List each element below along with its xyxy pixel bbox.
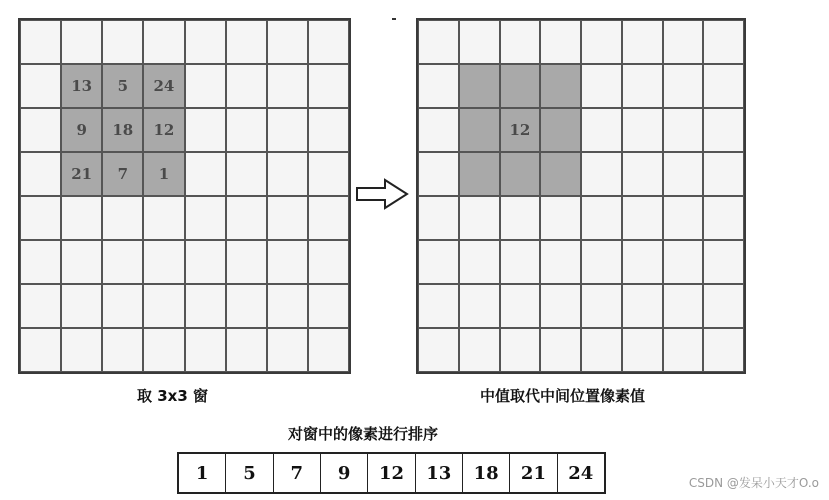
right_grid-cell	[663, 108, 704, 152]
left_grid-window-cell: 13	[61, 64, 102, 108]
right_grid-cell	[663, 284, 704, 328]
left_grid-cell	[61, 196, 102, 240]
right_grid-cell	[581, 64, 622, 108]
right_grid-cell	[703, 240, 744, 284]
right_grid-cell	[500, 196, 541, 240]
left_grid-cell	[226, 152, 267, 196]
sorted-value-box: 18	[463, 454, 510, 492]
left_grid-cell	[185, 240, 226, 284]
right_grid-window-cell	[500, 64, 541, 108]
right_grid-window-cell	[459, 108, 500, 152]
sorted-pixel-row	[177, 452, 606, 494]
result-pixel-grid	[416, 18, 746, 374]
left_grid-cell	[20, 240, 61, 284]
right_grid-cell	[459, 196, 500, 240]
right_grid-cell	[703, 152, 744, 196]
right_grid-cell	[418, 240, 459, 284]
left_grid-window-cell: 12	[143, 108, 184, 152]
right_grid-window-cell	[459, 64, 500, 108]
left_grid-cell	[185, 284, 226, 328]
left_grid-cell	[61, 284, 102, 328]
left_grid-cell	[226, 64, 267, 108]
left_grid-cell	[267, 328, 308, 372]
left_grid-cell	[143, 196, 184, 240]
left_grid-cell	[102, 196, 143, 240]
right_grid-cell	[418, 196, 459, 240]
left_grid-window-cell: 9	[61, 108, 102, 152]
sorted-value-box: 7	[274, 454, 321, 492]
left_grid-window-cell: 1	[143, 152, 184, 196]
right_grid-cell	[500, 240, 541, 284]
right_grid-cell	[459, 284, 500, 328]
right_grid-cell	[500, 284, 541, 328]
right_grid-cell	[581, 284, 622, 328]
stray-mark	[392, 18, 396, 20]
left-grid-caption: 取 3x3 窗	[137, 387, 208, 405]
right_grid-cell	[703, 20, 744, 64]
right_grid-cell	[418, 108, 459, 152]
right_grid-cell	[459, 328, 500, 372]
right_grid-cell	[622, 196, 663, 240]
left_grid-cell	[308, 240, 349, 284]
right_grid-cell	[540, 20, 581, 64]
right_grid-cell	[418, 284, 459, 328]
left_grid-cell	[267, 152, 308, 196]
original-pixel-grid	[18, 18, 351, 374]
left_grid-cell	[308, 20, 349, 64]
left_grid-cell	[143, 284, 184, 328]
left_grid-cell	[226, 328, 267, 372]
watermark-text: CSDN @发呆小天才O.o	[688, 476, 819, 490]
left_grid-cell	[267, 284, 308, 328]
sorted-value-box: 9	[321, 454, 368, 492]
right_grid-cell	[622, 152, 663, 196]
right_grid-cell	[418, 152, 459, 196]
left_grid-cell	[185, 64, 226, 108]
left_grid-cell	[185, 328, 226, 372]
left_grid-window-cell: 18	[102, 108, 143, 152]
left_grid-cell	[185, 152, 226, 196]
right_grid-cell	[500, 20, 541, 64]
left_grid-cell	[226, 240, 267, 284]
left_grid-cell	[20, 20, 61, 64]
left_grid-cell	[20, 64, 61, 108]
left_grid-cell	[308, 196, 349, 240]
right_grid-cell	[663, 328, 704, 372]
right_grid-window-cell	[500, 152, 541, 196]
right_grid-cell	[663, 20, 704, 64]
right_grid-cell	[703, 196, 744, 240]
left_grid-cell	[102, 284, 143, 328]
left_grid-cell	[102, 240, 143, 284]
right_grid-cell	[703, 108, 744, 152]
left_grid-cell	[20, 108, 61, 152]
left_grid-cell	[267, 64, 308, 108]
right_grid-window-cell	[540, 152, 581, 196]
sorted-value-box: 21	[510, 454, 557, 492]
left_grid-window-cell: 21	[61, 152, 102, 196]
right_grid-cell	[581, 240, 622, 284]
left_grid-cell	[308, 64, 349, 108]
right_grid-cell	[540, 284, 581, 328]
right_grid-cell	[622, 64, 663, 108]
left_grid-cell	[61, 20, 102, 64]
right_grid-cell	[663, 196, 704, 240]
left_grid-window-cell: 24	[143, 64, 184, 108]
left_grid-window-cell: 5	[102, 64, 143, 108]
left_grid-cell	[20, 196, 61, 240]
right_grid-cell	[703, 64, 744, 108]
right_grid-cell	[581, 328, 622, 372]
left_grid-cell	[61, 328, 102, 372]
sorted-value-box: 13	[416, 454, 463, 492]
right_grid-cell	[622, 108, 663, 152]
right_grid-cell	[663, 152, 704, 196]
right_grid-window-cell	[459, 152, 500, 196]
left_grid-cell	[185, 196, 226, 240]
right_grid-cell	[581, 108, 622, 152]
left_grid-cell	[308, 284, 349, 328]
left_grid-cell	[20, 152, 61, 196]
sorted-value-box: 24	[568, 462, 594, 484]
left_grid-cell	[267, 196, 308, 240]
right_grid-cell	[622, 284, 663, 328]
left_grid-cell	[20, 284, 61, 328]
left_grid-cell	[226, 108, 267, 152]
sort-caption: 对窗中的像素进行排序	[288, 425, 439, 443]
right_grid-cell	[459, 20, 500, 64]
right-arrow-icon	[355, 178, 409, 210]
left_grid-cell	[308, 328, 349, 372]
right_grid-window-cell	[540, 64, 581, 108]
right_grid-cell	[663, 64, 704, 108]
left_grid-cell	[143, 328, 184, 372]
right_grid-window-cell	[540, 108, 581, 152]
left_grid-cell	[308, 152, 349, 196]
right_grid-cell	[540, 328, 581, 372]
left_grid-cell	[226, 284, 267, 328]
right_grid-cell	[540, 196, 581, 240]
right_grid-cell	[540, 240, 581, 284]
right_grid-cell	[581, 152, 622, 196]
left_grid-cell	[143, 20, 184, 64]
right_grid-cell	[581, 20, 622, 64]
right_grid-cell	[703, 328, 744, 372]
right_grid-cell	[459, 240, 500, 284]
left_grid-cell	[226, 20, 267, 64]
right_grid-cell	[418, 64, 459, 108]
right_grid-cell	[622, 20, 663, 64]
right_grid-cell	[500, 328, 541, 372]
sorted-value-box: 12	[368, 454, 415, 492]
left_grid-cell	[102, 20, 143, 64]
left_grid-cell	[267, 240, 308, 284]
left_grid-cell	[20, 328, 61, 372]
left_grid-cell	[308, 108, 349, 152]
left_grid-cell	[226, 196, 267, 240]
left_grid-window-cell: 7	[102, 152, 143, 196]
right_grid-cell	[622, 328, 663, 372]
left_grid-cell	[143, 240, 184, 284]
right_grid-cell	[663, 240, 704, 284]
sorted-value-box: 1	[179, 454, 226, 492]
left_grid-cell	[102, 328, 143, 372]
left_grid-cell	[185, 20, 226, 64]
right_grid-cell	[418, 328, 459, 372]
right-grid-caption: 中值取代中间位置像素值	[480, 387, 646, 405]
right_grid-cell	[622, 240, 663, 284]
right_grid-cell	[703, 284, 744, 328]
right_grid-cell	[418, 20, 459, 64]
right_grid-cell	[581, 196, 622, 240]
left_grid-cell	[61, 240, 102, 284]
sorted-value-box: 5	[226, 454, 273, 492]
right_grid-window-cell: 12	[500, 108, 541, 152]
left_grid-cell	[267, 108, 308, 152]
left_grid-cell	[185, 108, 226, 152]
left_grid-cell	[267, 20, 308, 64]
